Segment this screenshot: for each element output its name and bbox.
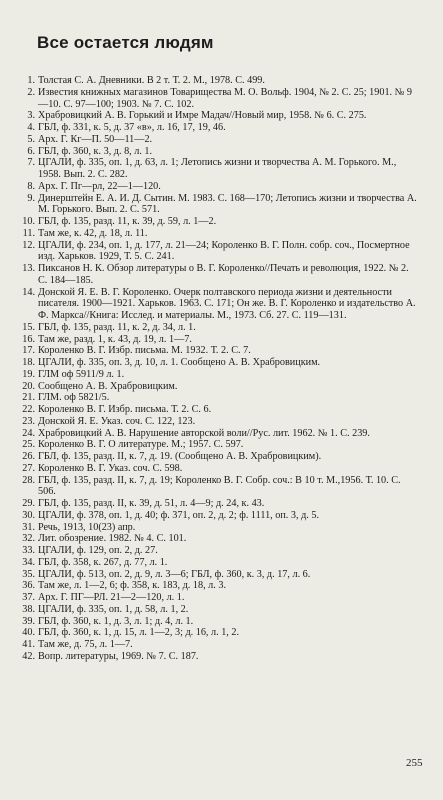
note-text: ЦГАЛИ, ф. 335, оп. 3, д. 10, л. 1. Сообщено А. В. Храбровицким.: [38, 357, 321, 368]
note-item: [10, 287, 420, 322]
note-number: 7.: [27, 157, 35, 169]
note-item: [10, 451, 420, 463]
section-title: Все остается людям: [37, 33, 214, 52]
note-item: [10, 181, 420, 193]
note-item: [10, 639, 420, 651]
note-text: ГБЛ, ф. 331, к. 5, д. 37 «в», л. 16, 17, 19, 46.: [38, 122, 226, 133]
note-number: 5.: [27, 133, 35, 145]
note-item: [10, 381, 420, 393]
note-item: [10, 75, 420, 87]
note-number: 1.: [27, 75, 35, 86]
note-text: ЦГАЛИ, ф. 335, оп. 1, д. 58, л. 1, 2.: [38, 603, 189, 615]
note-text: ЦГАЛИ, ф. 513, оп. 2, д. 9, л. 3—6; ГБЛ, ф. 360, к. 3, д. 17, л. 6.: [38, 568, 311, 580]
note-number: 11.: [22, 227, 35, 239]
note-number: 40.: [22, 627, 35, 639]
note-number: 25.: [22, 439, 35, 451]
note-text: Там же, д. 75, л. 1—7.: [38, 639, 133, 650]
note-text: Вопр. литературы, 1969. № 7. С. 187.: [38, 650, 199, 662]
note-number: 39.: [22, 615, 35, 627]
note-text: ЦГАЛИ, ф. 335, оп. 1, д. 63, л. 1; Летопись жизни и творчества А. М. Горького. М., 1958. Вып. 2. С. 282.: [38, 157, 397, 180]
note-item: [10, 522, 420, 534]
note-text: ГЛМ. оф 5821/5.: [38, 392, 110, 404]
note-item: [10, 134, 420, 146]
note-text: ГБЛ, ф. 358, к. 267, д. 77, л. 1.: [38, 556, 168, 568]
note-number: 12.: [22, 239, 35, 251]
note-number: 8.: [27, 180, 35, 192]
note-text: ГБЛ, ф. 360, к. 3, д. 8, л. 1.: [38, 145, 153, 157]
note-item: [10, 122, 420, 134]
note-text: Арх. Г. ПГ—РЛ. 21—2—120, л. 1.: [38, 592, 185, 603]
note-text: Там же, разд. 1, к. 43, д. 19, л. 1—7.: [38, 333, 192, 345]
note-text: ГБЛ, ф. 135, разд. 11, к. 2, д. 34, л. 1.: [38, 321, 196, 333]
note-text: ГБЛ, ф. 360, к. 1, д. 15, л. 1—2, 3; д. 16, л. 1, 2.: [38, 627, 240, 639]
note-item: [10, 110, 420, 122]
note-item: [10, 228, 420, 240]
note-text: Лит. обозрение. 1982. № 4. С. 101.: [38, 533, 187, 545]
note-text: Известия книжных магазинов Товарищества М. О. Вольф. 1904, № 2. С. 25; 1901. № 9—10. С. 97—100; 1903. № 7. С. 102.: [38, 86, 412, 110]
note-number: 30.: [22, 509, 35, 521]
note-number: 42.: [22, 650, 35, 662]
note-item: [10, 510, 420, 522]
note-text: Донской Я. Е. Указ. соч. С. 122, 123.: [38, 415, 196, 427]
note-text: Там же, к. 42, д. 18, л. 11.: [38, 227, 148, 239]
note-number: 38.: [22, 603, 35, 615]
note-number: 23.: [22, 415, 35, 427]
note-text: Речь, 1913, 10(23) апр.: [38, 521, 136, 533]
note-text: Динерштейн Е. А. И. Д. Сытин. М. 1983. С. 168—170; Летопись жизни и творчества А. М. Горького. Вып. 2. С. 571.: [38, 192, 417, 216]
note-item: [10, 345, 420, 357]
note-number: 13.: [22, 263, 35, 274]
notes-list: [10, 75, 420, 663]
note-text: Короленко В. Г. О литературе. М.; 1957. С. 597.: [38, 439, 244, 451]
note-text: ГБЛ, ф. 135, разд. II, к. 7, д. 19. (Сообщено А. В. Храбровицким).: [38, 451, 322, 462]
note-number: 2.: [27, 86, 35, 98]
note-text: Короленко В. Г. Избр. письма. М. 1932. Т. 2. С. 7.: [38, 345, 251, 357]
note-number: 21.: [22, 392, 35, 404]
note-item: [10, 193, 420, 217]
note-text: Пиксанов Н. К. Обзор литературы о В. Г. Короленко//Печать и революция, 1922. № 2. С. 184—185.: [38, 263, 409, 286]
note-number: 22.: [22, 404, 35, 415]
note-item: [10, 146, 420, 158]
note-number: 17.: [22, 345, 35, 357]
note-number: 29.: [22, 498, 35, 509]
note-text: ГБЛ, ф. 135, разд. II, к. 39, д. 51, л. 4—9; д. 24, к. 43.: [38, 498, 265, 509]
note-number: 9.: [27, 192, 35, 204]
note-text: Толстая С. А. Дневники. В 2 т. Т. 2. М., 1978. С. 499.: [38, 75, 265, 86]
note-item: [10, 569, 420, 581]
note-text: ГБЛ, ф. 135, разд. II, к. 7, д. 19; Короленко В. Г. Собр. соч.: В 10 т. М.,1956. Т. 10. С. 506.: [38, 474, 401, 498]
note-item: [10, 439, 420, 451]
note-text: Короленко В. Г. Указ. соч. С. 598.: [38, 462, 183, 474]
note-number: 19.: [22, 368, 35, 380]
note-item: [10, 592, 420, 604]
note-item: [10, 651, 420, 663]
note-text: ЦГАЛИ, ф. 129, оп. 2, д. 27.: [38, 545, 158, 556]
note-number: 27.: [22, 462, 35, 474]
note-item: [10, 580, 420, 592]
note-number: 28.: [22, 474, 35, 486]
note-number: 31.: [22, 521, 35, 533]
note-item: [10, 157, 420, 181]
note-number: 6.: [27, 145, 35, 157]
note-text: Арх. Г. Пг—рл, 22—1—120.: [38, 180, 161, 192]
note-item: [10, 428, 420, 440]
note-item: [10, 545, 420, 557]
note-number: 37.: [22, 592, 35, 603]
note-text: ГБЛ, ф. 360, к. 1, д. 3, л. 1; д. 4, л. 1.: [38, 615, 194, 627]
note-text: Там же, л. 1—2, 6; ф. 358, к. 183, д. 18, л. 3.: [38, 580, 226, 592]
note-item: [10, 557, 420, 569]
note-item: [10, 604, 420, 616]
note-number: 20.: [22, 380, 35, 392]
note-item: [10, 392, 420, 404]
note-text: ГЛМ оф 5911/9 л. 1.: [38, 368, 125, 380]
note-number: 34.: [22, 556, 35, 568]
note-item: [10, 87, 420, 111]
note-number: 35.: [22, 568, 35, 580]
note-item: [10, 416, 420, 428]
note-number: 26.: [22, 451, 35, 462]
note-text: Храбровицкий А. В. Горький и Имре Мадач//Новый мир, 1958. № 6. С. 275.: [38, 110, 367, 122]
note-item: [10, 627, 420, 639]
note-item: [10, 616, 420, 628]
note-text: Храбровицкий А. В. Нарушение авторской воли//Рус. лит. 1962. № 1. С. 239.: [38, 427, 370, 439]
note-number: 32.: [22, 533, 35, 545]
note-item: [10, 463, 420, 475]
note-item: [10, 240, 420, 264]
note-item: [10, 498, 420, 510]
note-item: [10, 263, 420, 287]
note-number: 4.: [27, 122, 35, 133]
note-item: [10, 404, 420, 416]
note-text: Арх. Г. Кг—П. 50—11—2.: [38, 133, 153, 145]
note-number: 14.: [22, 286, 35, 298]
note-item: [10, 334, 420, 346]
note-text: ЦГАЛИ, ф. 378, оп. 1, д. 40; ф. 371, оп. 2, д. 2; ф. 1111, оп. 3, д. 5.: [38, 509, 320, 521]
note-number: 41.: [22, 639, 35, 650]
note-text: Донской Я. Е. В. Г. Короленко. Очерк полтавского периода жизни и деятельности писателя. 1900—1921. Харьков. 1963. С. 171; Он же. В. Г. Короленко и издательство А. Ф. Маркса//Книга: Исслед. и материалы. М., 1973. Сб. 27. С. 119—131.: [38, 286, 416, 321]
note-number: 15.: [22, 321, 35, 333]
note-number: 16.: [22, 333, 35, 345]
note-item: [10, 533, 420, 545]
note-text: ЦГАЛИ, ф. 234, оп. 1, д. 177, л. 21—24; Короленко В. Г. Полн. собр. соч., Посмертное изд. Харьков. 1929, Т. 5. С. 241.: [38, 239, 410, 263]
note-number: 18.: [22, 357, 35, 368]
note-number: 33.: [22, 545, 35, 556]
note-number: 3.: [27, 110, 35, 122]
note-item: [10, 475, 420, 499]
note-number: 36.: [22, 580, 35, 592]
note-text: ГБЛ, ф. 135, разд. 11, к. 39, д. 59, л. 1—2.: [38, 216, 217, 227]
note-item: [10, 357, 420, 369]
note-number: 24.: [22, 427, 35, 439]
page-number: 255: [406, 757, 423, 769]
note-item: [10, 369, 420, 381]
note-text: Короленко В. Г. Избр. письма. Т. 2. С. 6.: [38, 404, 212, 415]
note-item: [10, 216, 420, 228]
note-number: 10.: [22, 216, 35, 227]
note-text: Сообщено А. В. Храбровицким.: [38, 380, 178, 392]
note-item: [10, 322, 420, 334]
